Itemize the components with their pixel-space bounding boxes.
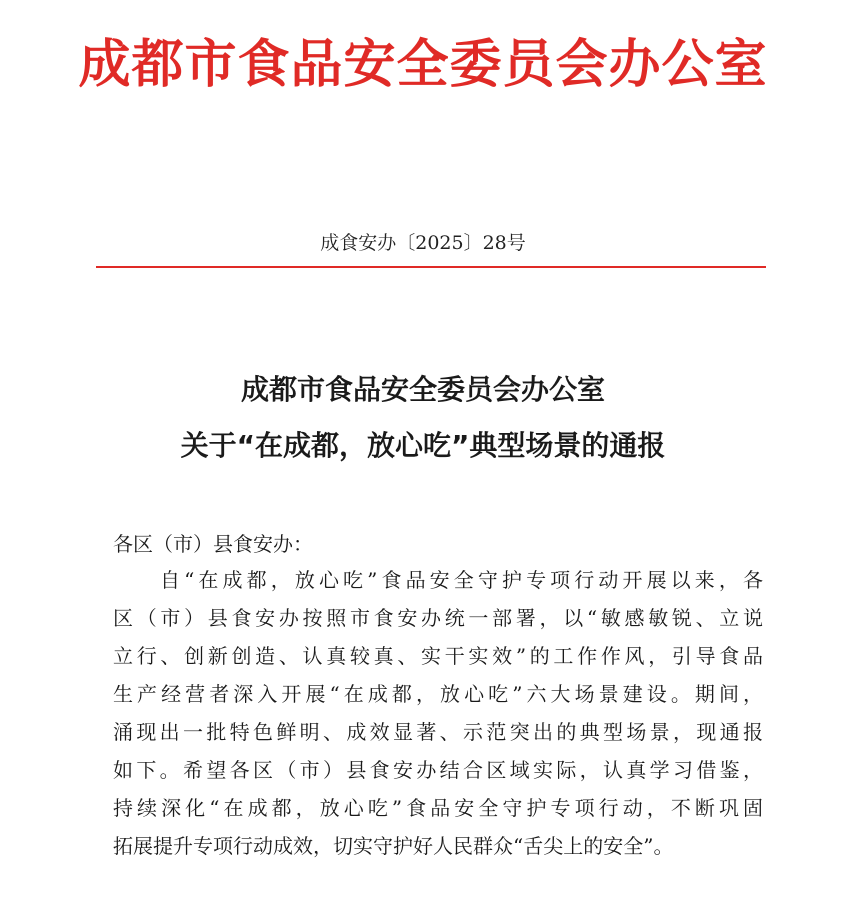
document-number: 成食安办〔2025〕28号: [320, 232, 526, 254]
title-line-2: 关于“在成都，放心吃”典型场景的通报: [180, 429, 666, 462]
body-paragraph-line: 持续深化“在成都，放心吃”食品安全守护专项行动，不断巩固: [113, 796, 763, 820]
body-paragraph-line: 立行、创新创造、认真较真、实干实效”的工作作风，引导食品: [113, 644, 763, 668]
title-line-1: 成都市食品安全委员会办公室: [240, 373, 605, 406]
body-paragraph-line: 涌现出一批特色鲜明、成效显著、示范突出的典型场景，现通报: [113, 720, 763, 744]
salutation: 各区（市）县食安办：: [113, 532, 313, 556]
red-divider-line: [96, 266, 766, 268]
body-paragraph-line: 如下。希望各区（市）县食安办结合区域实际，认真学习借鉴，: [113, 758, 763, 782]
issuing-organization-header: 成都市食品安全委员会办公室: [78, 35, 768, 95]
body-paragraph-line: 拓展提升专项行动成效，切实守护好人民群众“舌尖上的安全”。: [113, 834, 674, 858]
body-paragraph-line: 自“在成都，放心吃”食品安全守护专项行动开展以来，各: [160, 568, 763, 592]
body-paragraph-line: 生产经营者深入开展“在成都，放心吃”六大场景建设。期间，: [113, 682, 763, 706]
body-paragraph-line: 区（市）县食安办按照市食安办统一部署，以“敏感敏锐、立说: [113, 606, 763, 630]
